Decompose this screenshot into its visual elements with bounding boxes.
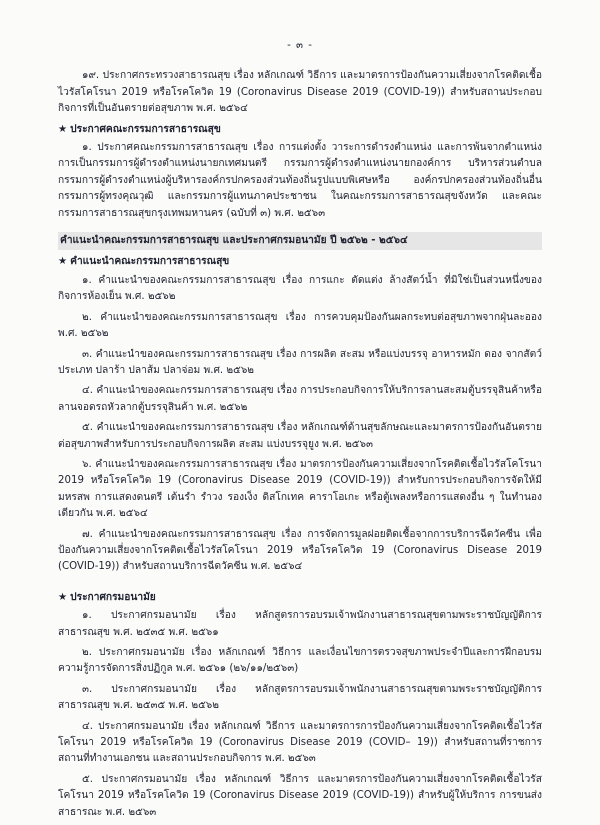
- page-number: - ๓ -: [287, 40, 313, 51]
- heading-text: ประกาศคณะกรรมการสาธารณสุข: [70, 123, 221, 135]
- section-title-bar: คำแนะนำคณะกรรมการสาธารณสุข และประกาศกรมอนามัย ปี ๒๕๖๒ - ๒๕๖๔: [58, 232, 542, 250]
- star-bullet-icon: ★: [58, 256, 68, 268]
- health-dept-item-5: ๕. ประกาศกรมอนามัย เรื่อง หลักเกณฑ์ วิธีการ และมาตรการป้องกันความเสี่ยงจากโรคติดเชื้อไวรัสโคโรนา 2019 หรือโรคโควิด 19 (Coronavirus Disease 2019 (COVID-19)) สำหรับผู้ให้บริการ การขนส่งสาธารณะ พ.ศ. ๒๕๖๓: [58, 773, 542, 818]
- health-dept-item-1: ๑. ประกาศกรมอนามัย เรื่อง หลักสูตรการอบรมเจ้าพนักงานสาธารณสุขตามพระราชบัญญัติการสาธารณสุข พ.ศ. ๒๕๓๕ พ.ศ. ๒๕๖๑: [58, 610, 542, 638]
- star-bullet-icon: ★: [58, 591, 68, 603]
- advice-item-1: ๑. คำแนะนำของคณะกรรมการสาธารณสุข เรื่อง การแกะ ตัดแต่ง ล้างสัตว์น้ำ ที่มิใช่เป็นส่วนหนึ่งของกิจการห้องเย็น พ.ศ. ๒๕๖๒: [58, 274, 542, 303]
- heading-committee-notice: [58, 122, 542, 138]
- advice-item-2: ๒. คำแนะนำของคณะกรรมการสาธารณสุข เรื่อง การควบคุมป้องกันผลกระทบต่อสุขภาพจากฝุ่นละออง พ.ศ. ๒๕๖๒: [58, 311, 542, 340]
- heading-health-department: [58, 590, 542, 606]
- advice-item-5: ๕. คำแนะนำของคณะกรรมการสาธารณสุข เรื่อง หลักเกณฑ์ด้านสุขลักษณะและมาตรการป้องกันอันตรายต่อสุขภาพสำหรับการประกอบกิจการผลิต สะสม แบ่งบรรจุยูง พ.ศ. ๒๕๖๓: [58, 422, 542, 450]
- advice-item-4: ๔. คำแนะนำของคณะกรรมการสาธารณสุข เรื่อง การประกอบกิจการให้บริการลานสะสมตู้บรรจุสินค้าหรือลานจอดรถหัวลากตู้บรรจุสินค้า พ.ศ. ๒๕๖๒: [58, 385, 542, 413]
- heading-text: ประกาศกรมอนามัย: [70, 591, 156, 603]
- health-dept-item-4: ๔. ประกาศกรมอนามัย เรื่อง หลักเกณฑ์ วิธีการ และมาตรการการป้องกันความเสี่ยงจากโรคติดเชื้อไวรัสโคโรนา 2019 หรือโรคโควิด 19 (Coronavirus Disease 2019 (COVID– 19)) สำหรับสถานที่ราชการ สถานที่ทำงานเอกชน และสถานประกอบกิจการ พ.ศ. ๒๕๖๓: [58, 720, 542, 765]
- advice-item-7: ๗. คำแนะนำของคณะกรรมการสาธารณสุข เรื่อง การจัดการมูลฝอยติดเชื้อจากการบริการฉีดวัคซีน เพื่อป้องกันความเสี่ยงจากโรคติดเชื้อไวรัสโคโรนา 2019 หรือโรคโควิด 19 (Coronavirus Disease 2019 (COVID-19)) สำหรับสถานบริการฉีดวัคซีน พ.ศ. ๒๕๖๔: [58, 528, 542, 573]
- spacer: [58, 580, 542, 586]
- advice-item-3: ๓. คำแนะนำของคณะกรรมการสาธารณสุข เรื่อง การผลิต สะสม หรือแบ่งบรรจุ อาหารหมัก ดอง จากสัตว์ประเภท ปลาร้า ปลาส้ม ปลาจ่อม พ.ศ. ๒๕๖๒: [58, 348, 542, 376]
- heading-committee-advice: [58, 254, 542, 270]
- health-dept-item-3: ๓. ประกาศกรมอนามัย เรื่อง หลักสูตรการอบรมเจ้าพนักงานสาธารณสุขตามพระราชบัญญัติการสาธารณสุข พ.ศ. ๒๕๓๕ พ.ศ. ๒๕๖๒: [58, 683, 542, 712]
- paragraph-committee-notice-1: ๑. ประกาศคณะกรรมการสาธารณสุข เรื่อง การแต่งตั้ง วาระการดำรงตำแหน่ง และการพ้นจากตำแหน่ง การเป็นกรรมการผู้ดำรงตำแหน่งนายกเทศมนตรี กรรมการผู้ดำรงตำแหน่งนายกองค์การ บริหารส่วนตำบล กรรมการผู้ดำรงตำแหน่งผู้บริหารองค์กรปกครองส่วนท้องถิ่นรูปแบบพิเศษหรือ องค์กรปกครองส่วนท้องถิ่นอื่น กรรมการผู้ทรงคุณวุฒิ และกรรมการผู้แทนภาคประชาชน ในคณะกรรมการสาธารณสุขจังหวัด และคณะกรรมการสาธารณสุขกรุงเทพมหานคร (ฉบับที่ ๓) พ.ศ. ๒๕๖๓: [58, 142, 542, 219]
- paragraph-item-19: ๑๙. ประกาศกระทรวงสาธารณสุข เรื่อง หลักเกณฑ์ วิธีการ และมาตรการป้องกันความเสี่ยงจากโรคติดเชื้อไวรัสโคโรนา 2019 หรือโรคโควิด 19 (Coronavirus Disease 2019 (COVID-19)) สำหรับสถานประกอบกิจการที่เป็นอันตรายต่อสุขภาพ พ.ศ. ๒๕๖๔: [58, 70, 542, 115]
- star-bullet-icon: ★: [58, 123, 68, 135]
- heading-text: คำแนะนำคณะกรรมการสาธารณสุข: [70, 256, 230, 268]
- advice-item-6: ๖. คำแนะนำของคณะกรรมการสาธารณสุข เรื่อง มาตรการป้องกันความเสี่ยงจากโรคติดเชื้อไวรัสโคโรนา 2019 หรือโรคโควิด 19 (Coronavirus Disease 2019 (COVID-19)) สำหรับการประกอบกิจการจัดให้มีมหรสพ การแสดงดนตรี เต้นรำ รำวง รองเง็ง ดิสโกเทค คาราโอเกะ หรือตู้เพลงหรือการแสดงอื่น ๆ ในทำนองเดียวกัน พ.ศ. ๒๕๖๔: [58, 458, 542, 520]
- health-dept-item-2: ๒. ประกาศกรมอนามัย เรื่อง หลักเกณฑ์ วิธีการ และเงื่อนไขการตรวจสุขภาพประจำปีและการฝึกอบรมความรู้การจัดการสิ่งปฏิกูล พ.ศ. ๒๕๖๑ (๒๖/๑๑/๒๕๖๓): [58, 647, 542, 675]
